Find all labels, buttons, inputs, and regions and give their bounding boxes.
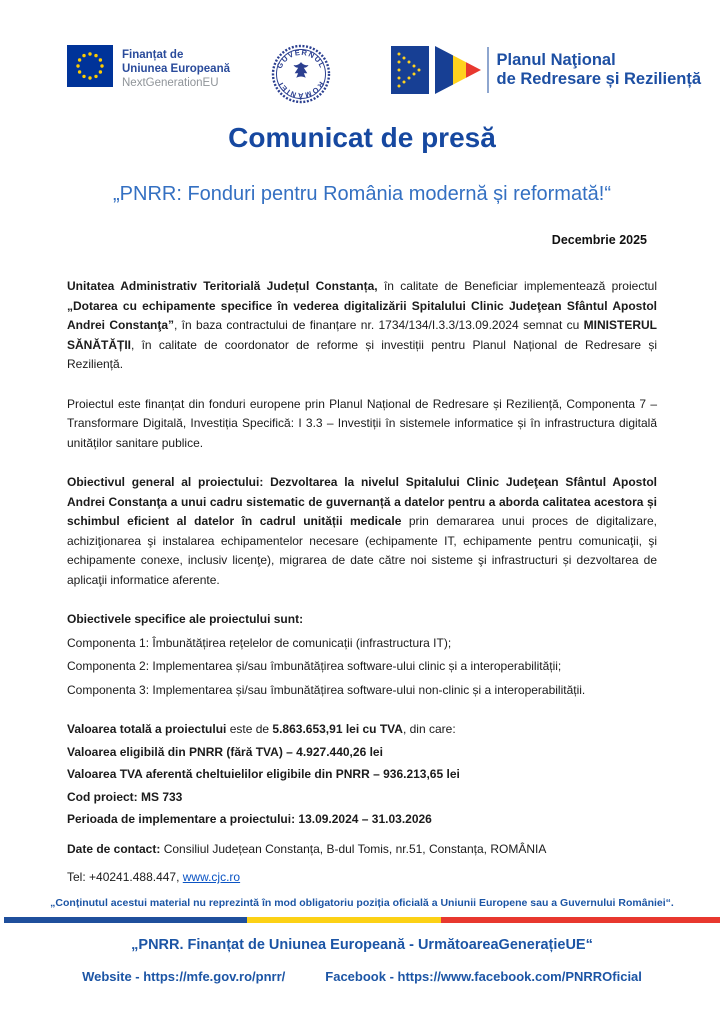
seal-text-top: GUVERNUL <box>274 47 328 71</box>
document-body <box>67 122 657 888</box>
project-code-line: Cod proiect: MS 733 <box>67 789 183 804</box>
pnrr-arrows-icon <box>391 40 483 100</box>
eu-logo-line3: NextGenerationEU <box>122 77 219 89</box>
objectives-heading: Obiectivele specifice ale proiectului sunt: <box>67 612 304 626</box>
eagle-icon <box>294 62 309 78</box>
document-date: Decembrie 2025 <box>551 233 647 247</box>
text-segment: „Dotarea cu echipamente specifice în vederea digitalizării Spitalului Clinic Judeţean Sfântul Apostol Andrei Constanţa” <box>67 298 657 332</box>
contact-line <box>67 840 657 860</box>
eu-logo-line2: Uniunea Europeană <box>122 63 230 75</box>
pnrr-footer-slogan: „PNRR. Finanțat de Uniunea Europeană - UrmătoareaGenerațieUE“ <box>131 937 593 953</box>
paragraph-funding: Proiectul este finanțat din fonduri europene prin Planul Național de Redresare și Reziliență, Componenta 7 – Transformare Digitală, Investiția Specifică: I 3.3 – Investiții în sistemele informatice și în infrastructura digitală unităților sanitare publice. <box>67 396 657 450</box>
page-footer <box>0 897 724 984</box>
text-segment: Unitatea Administrativ Teritorială Județul Constanța, <box>67 279 378 293</box>
page-title: Comunicat de presă <box>228 122 496 153</box>
facebook-link[interactable]: Facebook - https://www.facebook.com/PNRROficial <box>325 969 642 984</box>
implementation-period-line: Perioada de implementare a proiectului: 13.09.2024 – 31.03.2026 <box>67 812 432 826</box>
text-segment: , în calitate de coordonator de reforme și investiții pentru Planul Național de Redresare și Reziliență. <box>67 337 657 371</box>
romanian-government-seal <box>271 44 331 109</box>
paragraph-beneficiary <box>67 277 657 375</box>
government-seal-icon <box>271 44 331 104</box>
telephone-line <box>67 868 657 888</box>
text-segment: prin demararea unui proces de digitalizare, achiziţionarea şi instalarea echipamentelor necesare (echipamente IT, echipamente pentru comunicaţii, şi echipamente conexe, inclusiv licenţe), migrarea de date către noi sisteme şi infrastructuri și dezvoltarea de aplicaţii informatice aferente. <box>67 514 657 587</box>
cjc-website-link[interactable]: www.cjc.ro <box>182 870 241 884</box>
value-vat-line: Valoarea TVA aferentă cheltuielilor eligibile din PNRR – 936.213,65 lei <box>67 767 460 781</box>
stripe-blue <box>4 917 247 923</box>
text-segment: Tel: +40241.488.447, <box>67 870 183 884</box>
logo-divider <box>487 47 489 93</box>
eu-logo-line1: Finanțat de <box>122 49 184 61</box>
text-segment: MINISTERUL SĂNĂTĂȚII <box>67 318 657 352</box>
text-segment: în calitate de Beneficiar implementează proiectul <box>377 279 657 293</box>
text-segment: Valoarea totală a proiectului <box>67 722 227 736</box>
pnrr-logo-line1: Planul Naţional <box>496 51 616 69</box>
text-segment: Consiliul Județean Constanța, B-dul Tomis, nr.51, Constanța, ROMÂNIA <box>160 841 547 856</box>
eu-flag-icon <box>67 45 113 87</box>
pnrr-logo <box>391 40 701 100</box>
text-segment: , în baza contractului de finanțare nr. 1734/134/I.3.3/13.09.2024 semnat cu <box>174 318 584 332</box>
tricolor-stripe <box>4 917 720 923</box>
text-segment: Date de contact: <box>67 841 161 856</box>
page-subtitle: „PNRR: Fonduri pentru România modernă și reformată!“ <box>113 183 611 205</box>
objective-component-1: Componenta 1: Îmbunătățirea rețelelor de comunicații (infrastructura IT); <box>67 635 452 650</box>
paragraph-objective <box>67 473 657 590</box>
objective-component-3: Componenta 3: Implementarea și/sau îmbunătățirea software-ului non-clinic și a interoperabilității. <box>67 682 586 697</box>
value-eligible-line: Valoarea eligibilă din PNRR (fără TVA) – 4.927.440,26 lei <box>67 744 383 759</box>
text-segment: este de <box>226 722 273 736</box>
stripe-red <box>441 917 720 923</box>
pnrr-logo-line2: de Redresare și Reziliență <box>496 70 702 88</box>
stripe-yellow <box>247 917 440 923</box>
footer-links <box>0 969 724 984</box>
seal-text-bottom: ROMÂNIEI <box>275 79 327 101</box>
text-segment: , din care: <box>402 722 456 736</box>
objective-component-2: Componenta 2: Implementarea și/sau îmbunătățirea software-ului clinic și a interoperabilității; <box>67 659 562 673</box>
eu-funding-logo <box>67 45 230 90</box>
text-segment: 5.863.653,91 lei cu TVA <box>272 722 403 736</box>
text-segment: Obiectivul general al proiectului: Dezvoltarea la nivelul Spitalului Clinic Judeţean Sfântul Apostol Andrei Constanţa a unui cadru sistematic de guvernanță a datelor pentru a aborda calitatea acestora și schimbul eficient al datelor în cadrul unității medicale <box>67 475 657 528</box>
website-link[interactable]: Website - https://mfe.gov.ro/pnrr/ <box>82 969 286 984</box>
value-total-line <box>67 720 657 740</box>
disclaimer-text: „Conținutul acestui material nu reprezintă în mod obligatoriu poziția oficială a Uniunii Europene sau a Guvernului României“. <box>50 897 674 909</box>
